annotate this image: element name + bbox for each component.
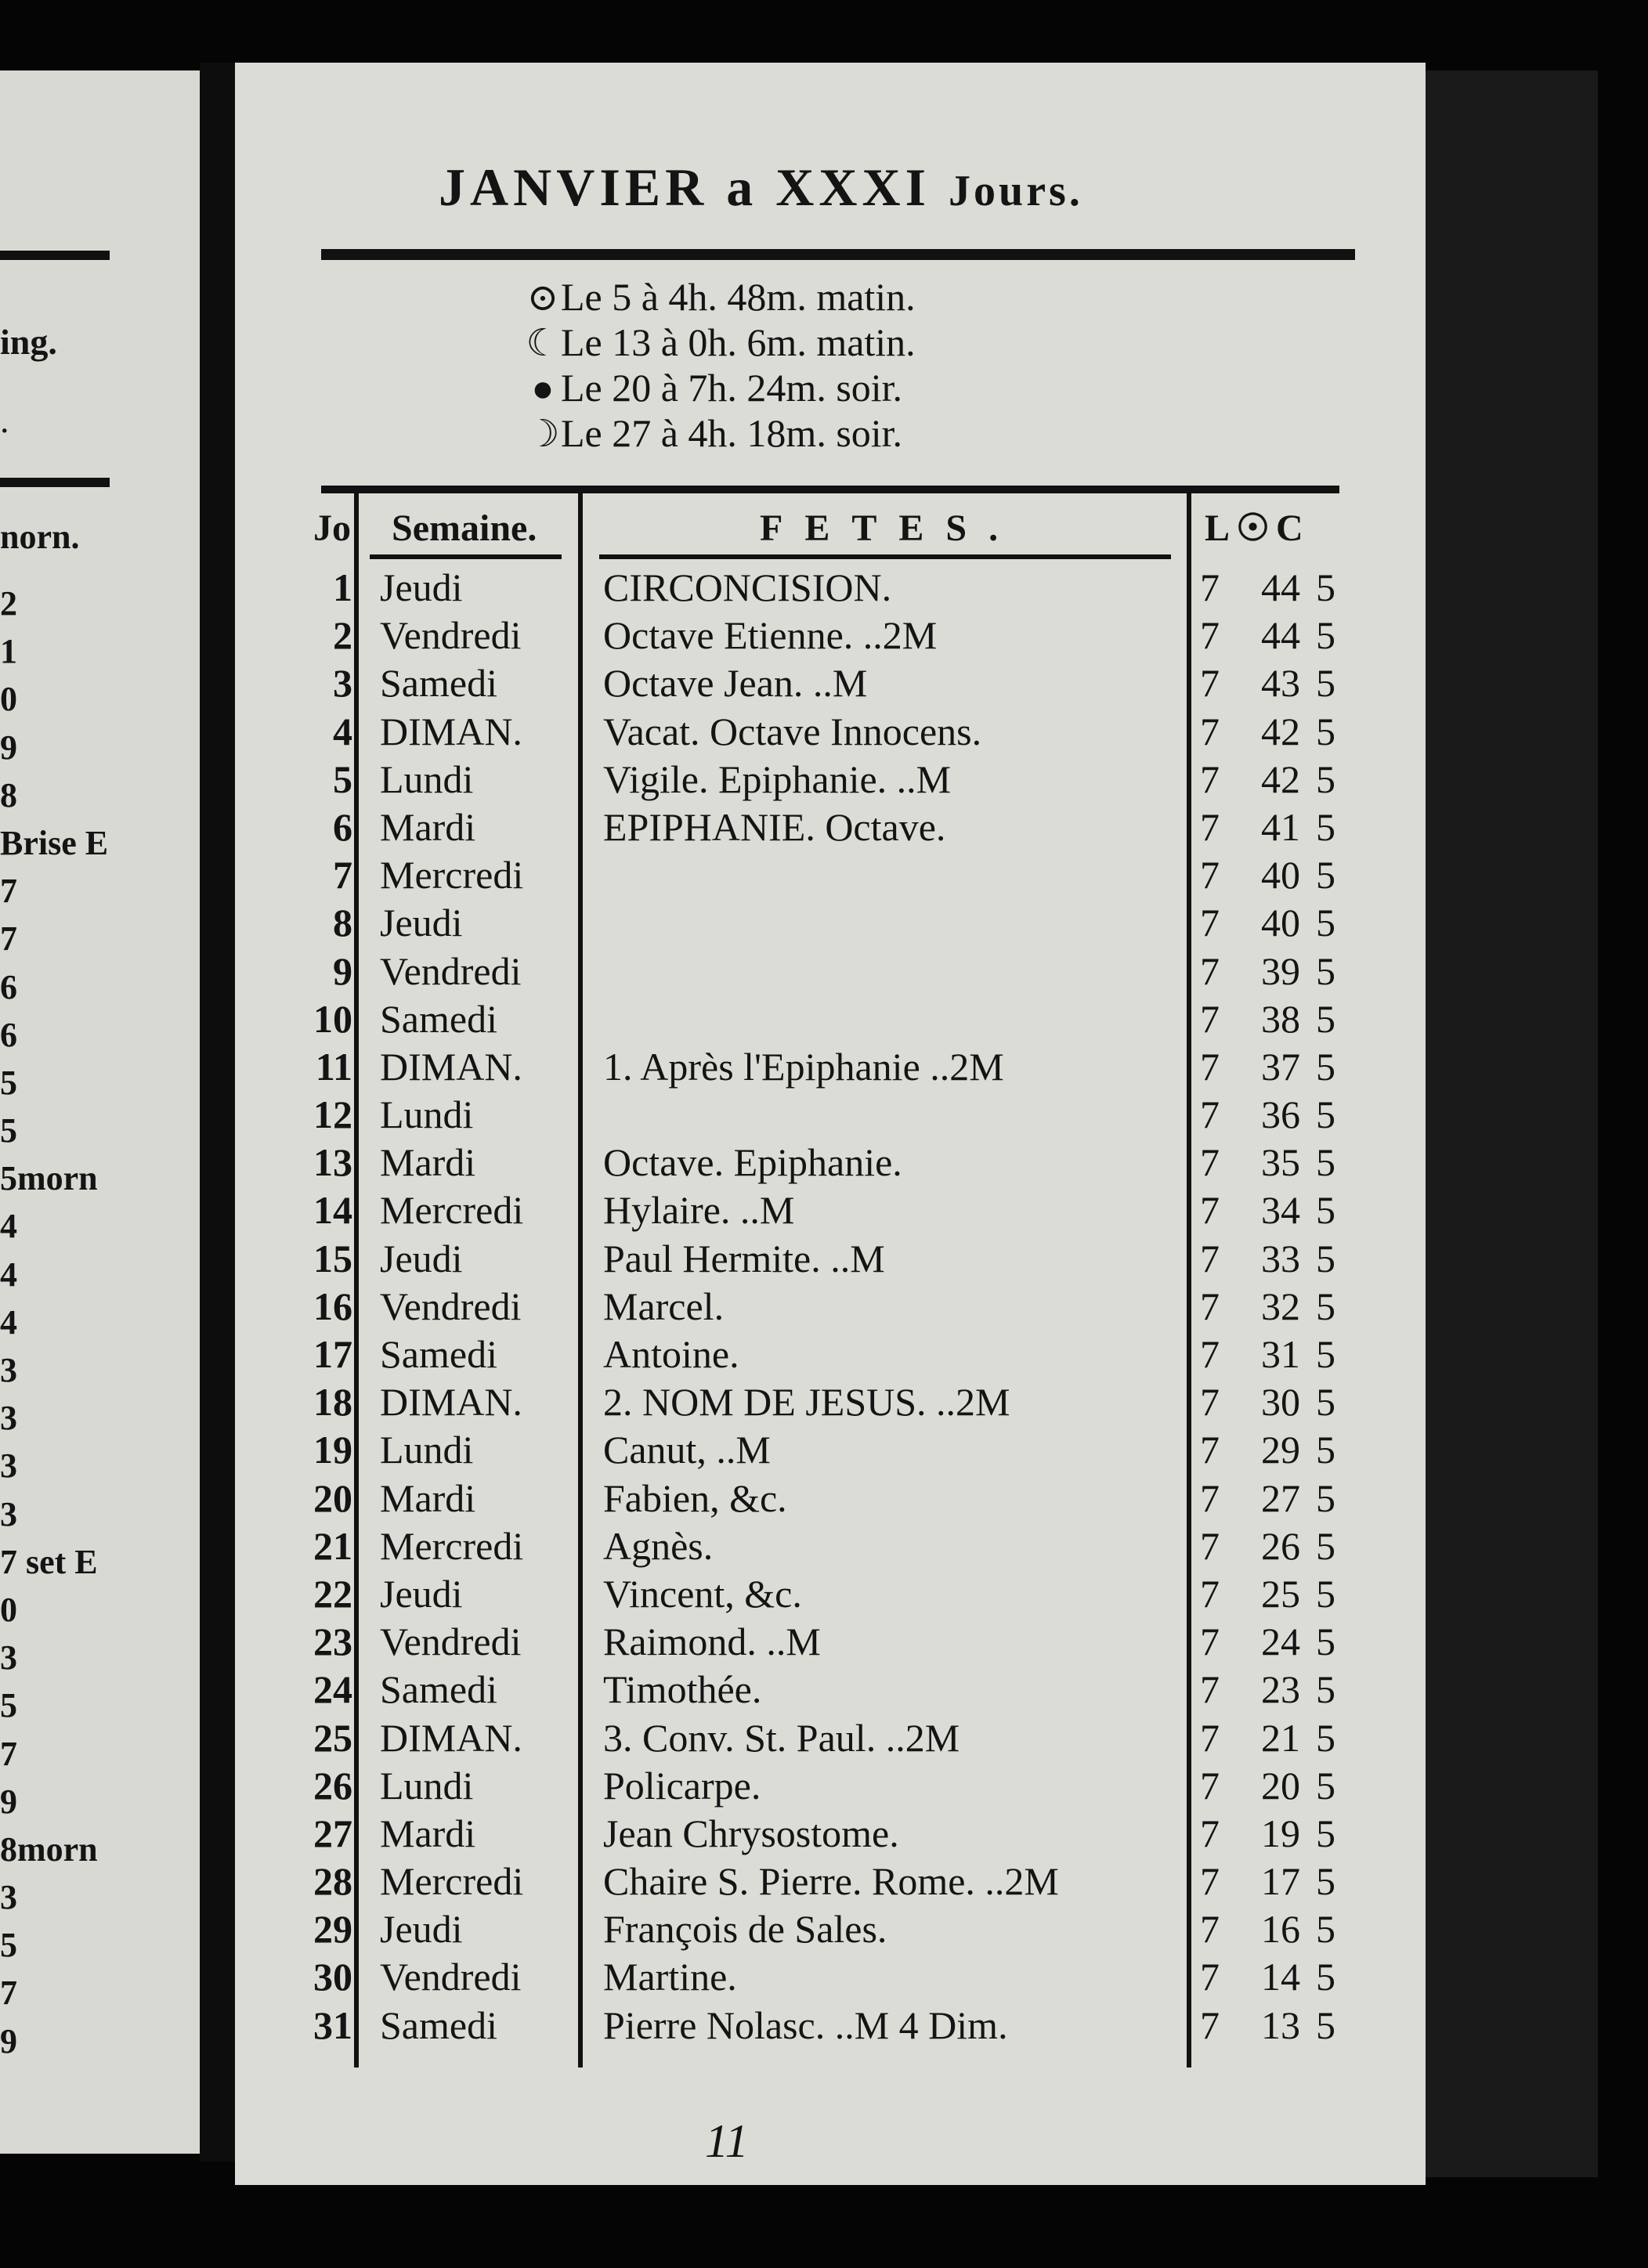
column-header-jour: Jo	[313, 507, 351, 549]
table-row	[298, 1666, 1339, 1714]
sunrise-minutes: 40	[1261, 853, 1300, 897]
day-number: 13	[313, 1140, 352, 1185]
sunset-hour: 5	[1316, 661, 1335, 706]
feast: Chaire S. Pierre. Rome. ..2M	[603, 1859, 1059, 1904]
feast: 1. Après l'Epiphanie ..2M	[603, 1044, 1004, 1089]
previous-page-fragment: ing.	[0, 322, 57, 362]
sunset-hour: 5	[1316, 1811, 1335, 1855]
table-row	[298, 708, 1339, 756]
sunrise-minutes: 24	[1261, 1620, 1300, 1664]
sunrise-hour: 7	[1200, 1523, 1220, 1568]
sunrise-minutes: 17	[1261, 1859, 1300, 1904]
sunset-hour: 5	[1316, 613, 1335, 658]
feast: Hylaire. ..M	[603, 1188, 795, 1233]
weekday: DIMAN.	[380, 709, 522, 753]
weekday: Lundi	[380, 757, 474, 801]
sunset-hour: 5	[1316, 1571, 1335, 1616]
previous-page-entry: 5	[0, 1686, 17, 1725]
weekday: Jeudi	[380, 565, 463, 609]
feast: Raimond. ..M	[603, 1620, 821, 1664]
day-number: 5	[333, 757, 352, 801]
day-number: 23	[313, 1620, 352, 1664]
sunrise-minutes: 32	[1261, 1284, 1300, 1328]
sunrise-minutes: 35	[1261, 1140, 1300, 1185]
sunrise-hour: 7	[1200, 1763, 1220, 1808]
feast: Martine.	[603, 1955, 737, 1999]
sunrise-hour: 7	[1200, 565, 1220, 609]
column-header-fetes: FETES.	[760, 507, 1021, 549]
weekday: Samedi	[380, 661, 497, 706]
sunrise-hour: 7	[1200, 1571, 1220, 1616]
sunset-hour: 5	[1316, 1715, 1335, 1760]
day-number: 27	[313, 1811, 352, 1855]
sunset-hour: 5	[1316, 1044, 1335, 1089]
sunrise-hour: 7	[1200, 1332, 1220, 1376]
day-number: 9	[333, 948, 352, 993]
table-row	[298, 851, 1339, 899]
day-number: 22	[313, 1571, 352, 1616]
full-moon-icon: ⊙	[526, 277, 559, 319]
day-number: 30	[313, 1955, 352, 1999]
previous-page-entry: 7	[0, 872, 17, 911]
sunrise-hour: 7	[1200, 996, 1220, 1041]
previous-page-entry: 5	[0, 1926, 17, 1965]
previous-page-entry: 9	[0, 2021, 17, 2060]
sunrise-minutes: 25	[1261, 1571, 1300, 1616]
previous-page-entry: 8morn	[0, 1829, 98, 1869]
weekday: Samedi	[380, 996, 497, 1041]
day-number: 11	[315, 1044, 352, 1089]
day-number: 18	[313, 1380, 352, 1425]
table-row	[298, 1570, 1339, 1618]
sunrise-hour: 7	[1200, 1715, 1220, 1760]
sunrise-hour: 7	[1200, 804, 1220, 849]
moon-phase-line	[525, 365, 1120, 410]
sunset-hour: 5	[1316, 853, 1335, 897]
table-row	[298, 1331, 1339, 1378]
table-row	[298, 1618, 1339, 1666]
moon-phase-line	[525, 320, 1120, 365]
day-number: 2	[333, 613, 352, 658]
weekday: Mercredi	[380, 853, 524, 897]
first-quarter-icon: ☽	[526, 414, 560, 455]
weekday: Vendredi	[380, 1284, 522, 1328]
feast: CIRCONCISION.	[603, 565, 892, 609]
day-number: 6	[333, 804, 352, 849]
previous-page-entry: 8	[0, 775, 17, 814]
table-row	[298, 1091, 1339, 1139]
book-edge	[1418, 70, 1598, 2177]
day-number: 17	[313, 1332, 352, 1376]
feast: Timothée.	[603, 1667, 762, 1712]
sunset-hour: 5	[1316, 1763, 1335, 1808]
day-number: 4	[333, 709, 352, 753]
previous-page-entry: 7	[0, 1974, 17, 2013]
feast: Agnès.	[603, 1523, 714, 1568]
sunset-hour: 5	[1316, 804, 1335, 849]
weekday: Vendredi	[380, 1620, 522, 1664]
sunrise-minutes: 26	[1261, 1523, 1300, 1568]
day-number: 12	[313, 1092, 352, 1137]
day-number: 21	[313, 1523, 352, 1568]
day-number: 10	[313, 996, 352, 1041]
feast: Octave Jean. ..M	[603, 661, 868, 706]
table-row	[298, 899, 1339, 947]
feast: Policarpe.	[603, 1763, 761, 1808]
sunrise-minutes: 16	[1261, 1907, 1300, 1952]
day-number: 7	[333, 853, 352, 897]
day-number: 24	[313, 1667, 352, 1712]
sunrise-minutes: 44	[1261, 565, 1300, 609]
sunset-hour: 5	[1316, 1236, 1335, 1280]
moon-phase-text: Le 27 à 4h. 18m. soir.	[561, 411, 903, 455]
sunrise-hour: 7	[1200, 1140, 1220, 1185]
moon-phase-line	[525, 274, 1120, 320]
sunrise-hour: 7	[1200, 1044, 1220, 1089]
sunrise-minutes: 21	[1261, 1715, 1300, 1760]
sunset-hour: 5	[1316, 2003, 1335, 2047]
previous-page-entry: 7	[0, 919, 17, 959]
weekday: Vendredi	[380, 948, 522, 993]
feast: Pierre Nolasc. ..M 4 Dim.	[603, 2003, 1008, 2047]
previous-page-entry: 9	[0, 1782, 17, 1821]
previous-page-entry: 3	[0, 1399, 17, 1438]
weekday: Mardi	[380, 1811, 476, 1855]
sunset-hour: 5	[1316, 1523, 1335, 1568]
sunrise-minutes: 43	[1261, 661, 1300, 706]
sunset-hour: 5	[1316, 757, 1335, 801]
sunrise-minutes: 19	[1261, 1811, 1300, 1855]
weekday: Vendredi	[380, 1955, 522, 1999]
weekday: Lundi	[380, 1428, 474, 1472]
previous-page-entry: 1	[0, 632, 17, 671]
table-row	[298, 995, 1339, 1043]
moon-phase-text: Le 13 à 0h. 6m. matin.	[561, 320, 916, 364]
weekday: Samedi	[380, 1667, 497, 1712]
previous-page-column-header: norn.	[0, 518, 80, 556]
sunset-hour: 5	[1316, 1475, 1335, 1520]
previous-page-entry: 3	[0, 1446, 17, 1486]
weekday: Samedi	[380, 2003, 497, 2047]
previous-page-column	[0, 580, 204, 2065]
sunrise-minutes: 39	[1261, 948, 1300, 993]
sunrise-minutes: 20	[1261, 1763, 1300, 1808]
table-row	[298, 1475, 1339, 1522]
day-number: 26	[313, 1763, 352, 1808]
sunrise-hour: 7	[1200, 1475, 1220, 1520]
day-number: 20	[313, 1475, 352, 1520]
sunrise-hour: 7	[1200, 1907, 1220, 1952]
sunrise-hour: 7	[1200, 1236, 1220, 1280]
previous-page-rule	[0, 251, 110, 260]
sunrise-minutes: 29	[1261, 1428, 1300, 1472]
sunset-hour: 5	[1316, 565, 1335, 609]
sunrise-hour: 7	[1200, 613, 1220, 658]
weekday: Jeudi	[380, 901, 463, 945]
column-header-semaine: Semaine.	[392, 507, 537, 549]
sunrise-minutes: 14	[1261, 1955, 1300, 1999]
table-row	[298, 948, 1339, 995]
weekday: Samedi	[380, 1332, 497, 1376]
sunrise-minutes: 30	[1261, 1380, 1300, 1425]
sunrise-minutes: 23	[1261, 1667, 1300, 1712]
feast: Antoine.	[603, 1332, 739, 1376]
sunrise-minutes: 36	[1261, 1092, 1300, 1137]
table-row	[298, 2002, 1339, 2050]
sunrise-minutes: 33	[1261, 1236, 1300, 1280]
previous-page-entry: 0	[0, 1590, 17, 1629]
previous-page-entry: 5	[0, 1111, 17, 1150]
table-row	[298, 659, 1339, 707]
weekday: Mardi	[380, 1140, 476, 1185]
table-row	[298, 1953, 1339, 2001]
new-moon-icon: ●	[531, 368, 555, 410]
weekday: Mercredi	[380, 1523, 524, 1568]
day-number: 31	[313, 2003, 352, 2047]
sunrise-hour: 7	[1200, 2003, 1220, 2047]
table-row	[298, 1522, 1339, 1570]
table-row	[298, 1858, 1339, 1905]
table-row	[298, 1043, 1339, 1091]
header-underline	[370, 554, 562, 559]
sunrise-hour: 7	[1200, 1428, 1220, 1472]
sunrise-minutes: 37	[1261, 1044, 1300, 1089]
sunset-hour: 5	[1316, 1428, 1335, 1472]
previous-page-entry: 3	[0, 1638, 17, 1678]
header-underline	[599, 554, 1171, 559]
page-title	[439, 157, 1222, 218]
sunset-hour: 5	[1316, 1907, 1335, 1952]
table-row	[298, 756, 1339, 804]
sunrise-hour: 7	[1200, 1380, 1220, 1425]
previous-page-entry: 0	[0, 680, 17, 719]
sunrise-minutes: 38	[1261, 996, 1300, 1041]
feast: Marcel.	[603, 1284, 725, 1328]
sunrise-hour: 7	[1200, 757, 1220, 801]
feast: François de Sales.	[603, 1907, 887, 1952]
weekday: Lundi	[380, 1092, 474, 1137]
feast: Canut, ..M	[603, 1428, 771, 1472]
table-row	[298, 804, 1339, 851]
sunrise-hour: 7	[1200, 1092, 1220, 1137]
table-row	[298, 1905, 1339, 1953]
weekday: DIMAN.	[380, 1044, 522, 1089]
sunrise-minutes: 27	[1261, 1475, 1300, 1520]
sunrise-minutes: 41	[1261, 804, 1300, 849]
sunrise-minutes: 40	[1261, 901, 1300, 945]
sunset-hour: 5	[1316, 1620, 1335, 1664]
sunset-hour: 5	[1316, 1140, 1335, 1185]
feast: Vincent, &c.	[603, 1571, 802, 1616]
day-number: 14	[313, 1188, 352, 1233]
weekday: Vendredi	[380, 613, 522, 658]
feast: Jean Chrysostome.	[603, 1811, 899, 1855]
sunrise-minutes: 42	[1261, 757, 1300, 801]
feast: Vigile. Epiphanie. ..M	[603, 757, 952, 801]
previous-page-entry: 7 set E	[0, 1542, 98, 1581]
previous-page-entry: 3	[0, 1351, 17, 1389]
previous-page-entry: 4	[0, 1255, 17, 1294]
day-number: 3	[333, 661, 352, 706]
previous-page-rule	[0, 478, 110, 487]
sunset-hour: 5	[1316, 1092, 1335, 1137]
sunrise-hour: 7	[1200, 1620, 1220, 1664]
page-folio: 11	[705, 2115, 749, 2167]
feast: Octave Etienne. ..2M	[603, 613, 938, 658]
moon-phase-text: Le 20 à 7h. 24m. soir.	[561, 366, 903, 410]
previous-page-entry: 2	[0, 584, 17, 623]
sunrise-hour: 7	[1200, 1188, 1220, 1233]
previous-page-entry: 5	[0, 1063, 17, 1102]
sunrise-hour: 7	[1200, 661, 1220, 706]
calendar-table	[298, 493, 1339, 2068]
table-row	[298, 1235, 1339, 1283]
feast: Octave. Epiphanie.	[603, 1140, 902, 1185]
column-header-soleil: L☉C	[1205, 507, 1310, 549]
day-number: 25	[313, 1715, 352, 1760]
sunset-hour: 5	[1316, 709, 1335, 753]
weekday: Mardi	[380, 1475, 476, 1520]
feast: Vacat. Octave Innocens.	[603, 709, 982, 753]
table-row	[298, 612, 1339, 659]
weekday: DIMAN.	[380, 1380, 522, 1425]
sunrise-hour: 7	[1200, 853, 1220, 897]
previous-page-entry: 4	[0, 1302, 17, 1342]
weekday: Mardi	[380, 804, 476, 849]
previous-page	[0, 70, 204, 2154]
feast: 3. Conv. St. Paul. ..2M	[603, 1715, 960, 1760]
sunset-hour: 5	[1316, 1284, 1335, 1328]
weekday: Lundi	[380, 1763, 474, 1808]
previous-page-entry: 3	[0, 1494, 17, 1533]
feast: EPIPHANIE. Octave.	[603, 804, 946, 849]
sunrise-hour: 7	[1200, 948, 1220, 993]
previous-page-entry: 7	[0, 1734, 17, 1773]
weekday: Jeudi	[380, 1907, 463, 1952]
table-row	[298, 1378, 1339, 1426]
previous-page-entry: 3	[0, 1878, 17, 1917]
weekday: Jeudi	[380, 1571, 463, 1616]
feast: Paul Hermite. ..M	[603, 1236, 885, 1280]
sunset-hour: 5	[1316, 1188, 1335, 1233]
previous-page-entry: 9	[0, 728, 17, 767]
previous-page-entry: 4	[0, 1207, 17, 1246]
sunrise-minutes: 44	[1261, 613, 1300, 658]
weekday: Jeudi	[380, 1236, 463, 1280]
sunrise-hour: 7	[1200, 1859, 1220, 1904]
weekday: Mercredi	[380, 1188, 524, 1233]
sunset-hour: 5	[1316, 901, 1335, 945]
day-number: 19	[313, 1428, 352, 1472]
day-number: 15	[313, 1236, 352, 1280]
table-row	[298, 1714, 1339, 1762]
sunset-hour: 5	[1316, 1859, 1335, 1904]
table-row	[298, 564, 1339, 612]
sunrise-hour: 7	[1200, 1811, 1220, 1855]
previous-page-entry: 6	[0, 967, 17, 1006]
previous-page-entry: 5morn	[0, 1159, 98, 1198]
table-row	[298, 1426, 1339, 1474]
sunrise-minutes: 42	[1261, 709, 1300, 753]
feast: Fabien, &c.	[603, 1475, 787, 1520]
day-number: 29	[313, 1907, 352, 1952]
day-number: 1	[333, 565, 352, 609]
moon-phases	[525, 274, 1120, 456]
sunrise-hour: 7	[1200, 1284, 1220, 1328]
sunset-hour: 5	[1316, 1955, 1335, 1999]
sunrise-minutes: 34	[1261, 1188, 1300, 1233]
month-title-small: Jours.	[949, 167, 1083, 215]
last-quarter-icon: ☾	[526, 323, 560, 364]
sunset-hour: 5	[1316, 948, 1335, 993]
sunrise-minutes: 31	[1261, 1332, 1300, 1376]
sunset-hour: 5	[1316, 1332, 1335, 1376]
sunset-hour: 5	[1316, 1667, 1335, 1712]
calendar-rows	[298, 564, 1339, 2050]
table-row	[298, 1283, 1339, 1331]
previous-page-fragment: .	[0, 400, 9, 440]
sunrise-hour: 7	[1200, 709, 1220, 753]
table-row	[298, 1139, 1339, 1186]
sunrise-minutes: 13	[1261, 2003, 1300, 2047]
month-title: JANVIER a XXXI	[439, 157, 931, 217]
title-rule	[321, 249, 1355, 260]
day-number: 16	[313, 1284, 352, 1328]
table-top-rule	[321, 486, 1339, 493]
moon-phase-line	[525, 410, 1120, 456]
sunrise-hour: 7	[1200, 901, 1220, 945]
sunset-hour: 5	[1316, 1380, 1335, 1425]
moon-phase-text: Le 5 à 4h. 48m. matin.	[561, 275, 916, 319]
day-number: 28	[313, 1859, 352, 1904]
previous-page-entry: 6	[0, 1015, 17, 1054]
day-number: 8	[333, 901, 352, 945]
sunrise-hour: 7	[1200, 1955, 1220, 1999]
feast: 2. NOM DE JESUS. ..2M	[603, 1380, 1010, 1425]
previous-page-entry: Brise E	[0, 823, 109, 862]
sunset-hour: 5	[1316, 996, 1335, 1041]
weekday: Mercredi	[380, 1859, 524, 1904]
weekday: DIMAN.	[380, 1715, 522, 1760]
table-row	[298, 1186, 1339, 1234]
table-row	[298, 1810, 1339, 1858]
table-row	[298, 1762, 1339, 1810]
sunrise-hour: 7	[1200, 1667, 1220, 1712]
